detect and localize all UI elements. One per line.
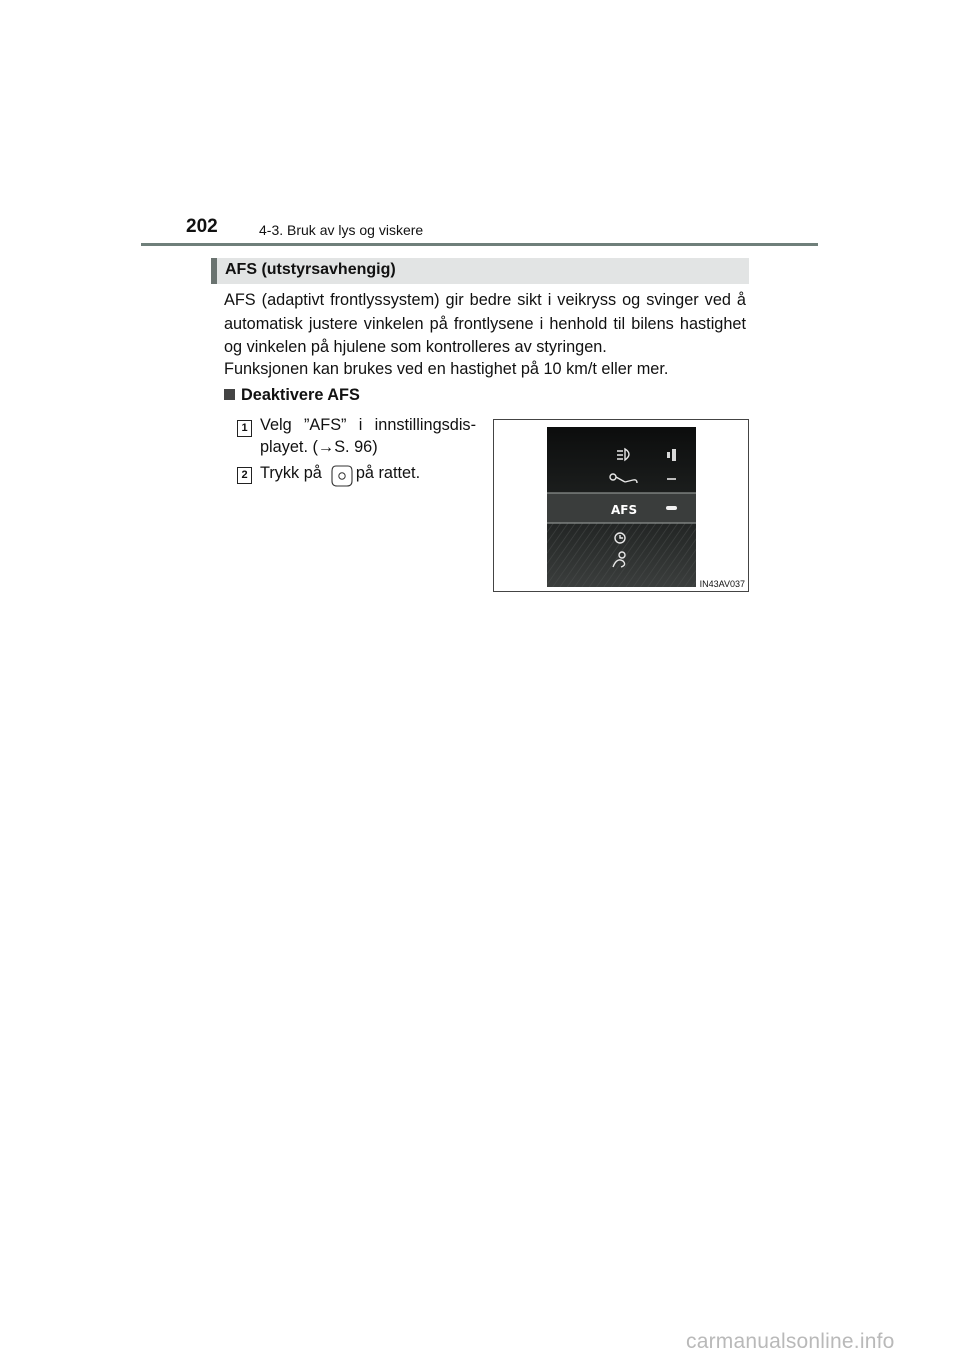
step-2-after: på rattet. xyxy=(355,464,421,482)
steering-ok-button-icon xyxy=(331,464,353,488)
step-1-line-1: Velg ”AFS” i innstillingsdis- xyxy=(260,416,476,434)
step-number-2: 2 xyxy=(237,467,252,484)
step-2-before: Trykk på xyxy=(260,464,322,482)
display-illustration xyxy=(493,419,749,592)
subheading-deactivate-afs xyxy=(224,386,360,405)
subheading-text: Deaktivere AFS xyxy=(241,386,360,404)
section-reference: 4-3. Bruk av lys og viskere xyxy=(259,222,424,238)
section-heading-accent xyxy=(211,258,217,284)
intro-paragraph: AFS (adaptivt frontlyssystem) gir bedre sikt i veikryss og svinger ved å automatisk justere vinkelen på frontlysene i henhold til bilens hastighet og vinkelen på hjulene som kontrolleres av styringen. xyxy=(224,291,746,356)
watermark: carmanualsonline.info xyxy=(686,1330,895,1353)
step-1-line-2: playet. (→S. 96) xyxy=(260,438,378,456)
figure-code: IN43AV037 xyxy=(699,579,745,589)
speed-paragraph: Funksjonen kan brukes ved en hastighet på 10 km/t eller mer. xyxy=(224,360,669,378)
settings-display-screen xyxy=(547,427,696,587)
step-number-1: 1 xyxy=(237,420,252,437)
afs-toggle-indicator xyxy=(666,506,677,510)
square-bullet-icon xyxy=(224,389,235,400)
page-number: 202 xyxy=(186,216,218,237)
afs-menu-label: AFS xyxy=(611,503,638,517)
section-heading-title: AFS (utstyrsavhengig) xyxy=(225,261,396,278)
toggle-off-indicator-1 xyxy=(667,478,676,480)
section-heading-bar xyxy=(211,258,749,284)
header-rule xyxy=(141,243,818,246)
